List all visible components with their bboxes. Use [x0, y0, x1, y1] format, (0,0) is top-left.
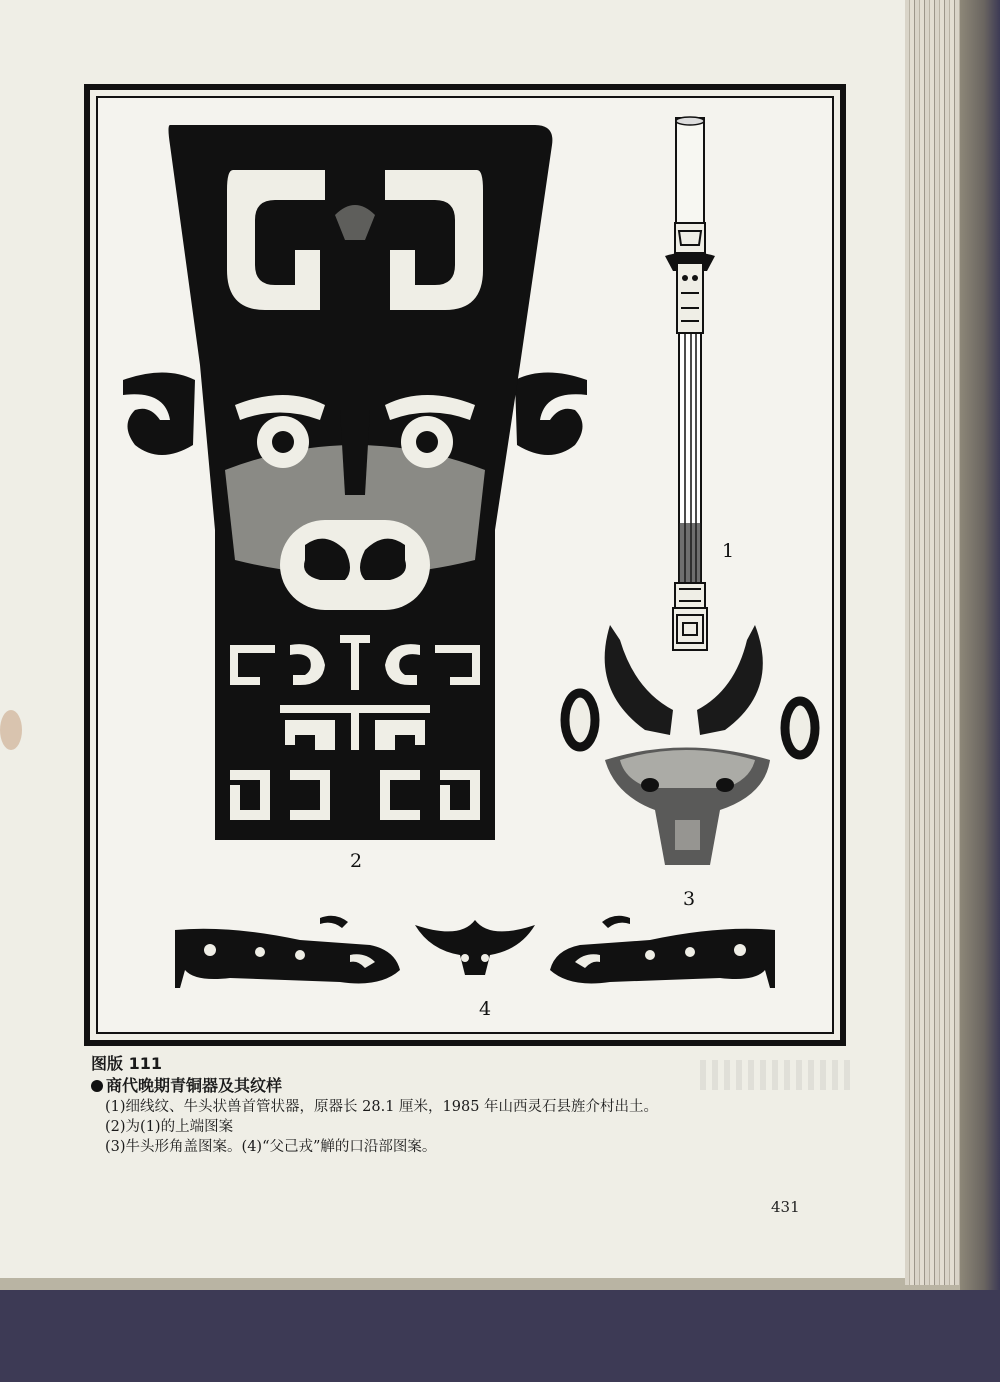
figure-4-animal-band-pattern — [170, 910, 780, 995]
figure-2-ox-mask-pattern — [115, 120, 595, 850]
bullet-icon — [91, 1080, 103, 1092]
show-through-text — [700, 1060, 850, 1090]
figure-4-number: 4 — [479, 998, 492, 1020]
plate-label: 图版 111 — [91, 1054, 162, 1073]
figure-2-number: 2 — [350, 850, 363, 872]
page-stain — [0, 710, 22, 750]
page-edge-shadow — [960, 0, 1000, 1290]
caption-line-3: (3)牛头形角盖图案。(4)“父己戎”觯的口沿部图案。 — [105, 1139, 437, 1155]
caption-line-2: (2)为(1)的上端图案 — [105, 1119, 234, 1135]
page-number: 431 — [771, 1198, 800, 1216]
caption-line-1: (1)细线纹、牛头状兽首管状器，原器长 28.1 厘米，1985 年山西灵石县旌介村出土。 — [105, 1099, 659, 1115]
figure-3-ox-head-horn-cap — [555, 620, 825, 880]
figure-1-tubular-bronze — [655, 113, 725, 653]
figure-1-number: 1 — [722, 540, 735, 562]
figure-3-number: 3 — [683, 888, 696, 910]
plate-title: 商代晚期青铜器及其纹样 — [106, 1076, 283, 1095]
